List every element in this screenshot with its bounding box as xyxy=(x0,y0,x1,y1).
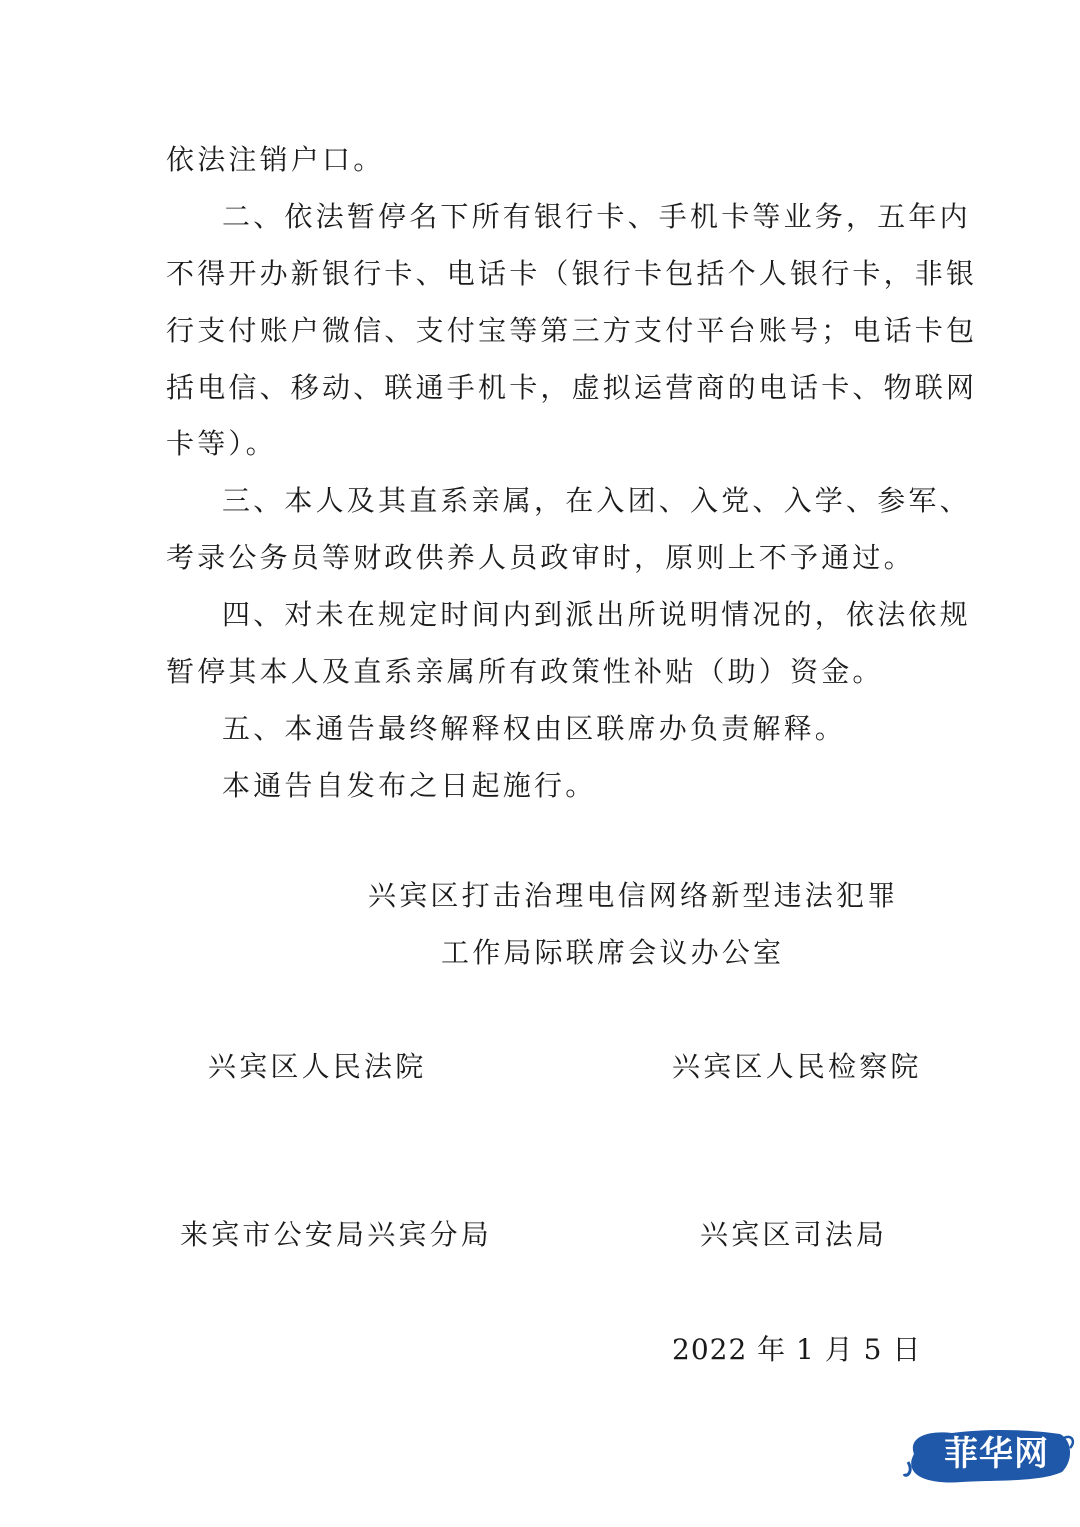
court-name: 兴宾区人民法院 xyxy=(208,1050,427,1083)
office-name-line2: 工作局际联席会议办公室 xyxy=(441,936,785,969)
body-line: 本通告自发布之日起施行。 xyxy=(222,769,597,802)
body-line: 暂停其本人及直系亲属所有政策性补贴（助）资金。 xyxy=(166,655,884,688)
watermark-text: 菲华网 xyxy=(944,1434,1049,1474)
issue-date: 2022 年 1 月 5 日 xyxy=(672,1333,922,1366)
procuratorate-name: 兴宾区人民检察院 xyxy=(672,1050,922,1083)
body-line: 依法注销户口。 xyxy=(166,143,385,176)
police-bureau-name: 来宾市公安局兴宾分局 xyxy=(180,1218,493,1251)
body-line: 考录公务员等财政供养人员政审时，原则上不予通过。 xyxy=(166,541,915,574)
body-line: 三、本人及其直系亲属，在入团、入党、入学、参军、 xyxy=(222,484,971,517)
body-line: 括电信、移动、联通手机卡，虚拟运营商的电话卡、物联网 xyxy=(166,371,978,404)
body-line: 不得开办新银行卡、电话卡（银行卡包括个人银行卡，非银 xyxy=(166,257,978,290)
office-name-line1: 兴宾区打击治理电信网络新型违法犯罪 xyxy=(368,879,899,912)
body-line: 五、本通告最终解释权由区联席办负责解释。 xyxy=(222,712,847,745)
site-watermark-logo xyxy=(900,1424,1076,1488)
body-line: 行支付账户微信、支付宝等第三方支付平台账号；电话卡包 xyxy=(166,314,978,347)
body-line: 二、依法暂停名下所有银行卡、手机卡等业务，五年内 xyxy=(222,200,971,233)
body-line: 卡等）。 xyxy=(166,427,277,460)
body-line: 四、对未在规定时间内到派出所说明情况的，依法依规 xyxy=(222,598,971,631)
justice-bureau-name: 兴宾区司法局 xyxy=(700,1218,888,1251)
